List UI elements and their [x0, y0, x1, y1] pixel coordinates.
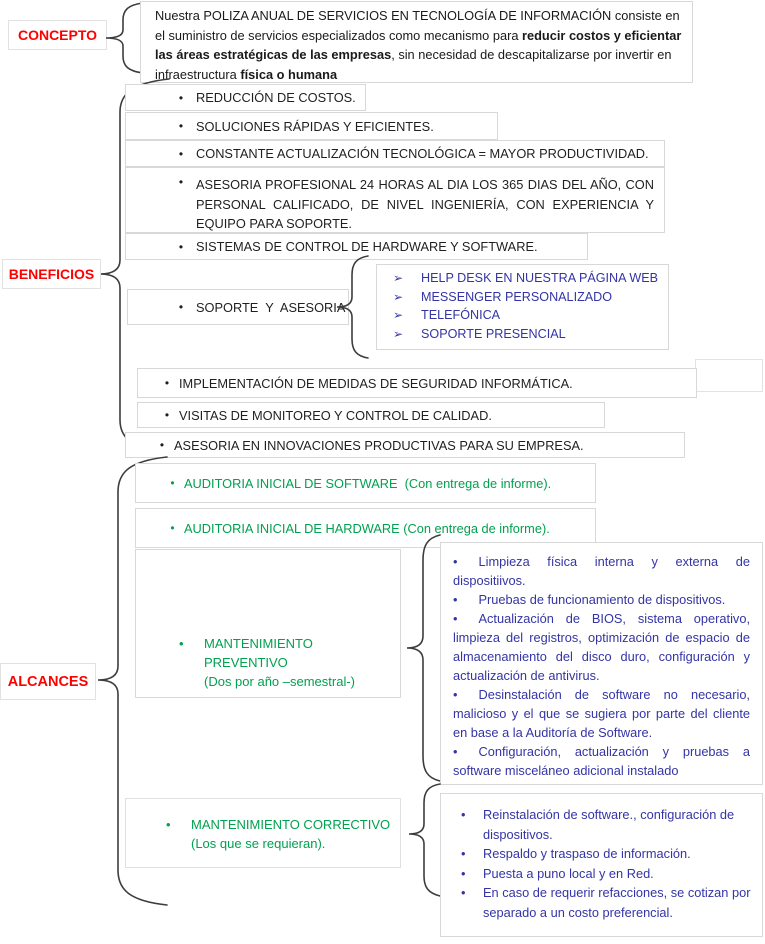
- channel-row: [391, 325, 668, 344]
- bullet-icon: •: [461, 807, 466, 822]
- bullet-icon: •: [461, 885, 466, 900]
- bullet-icon: •: [179, 636, 184, 651]
- concepto-text-part: Nuestra POLIZA ANUAL DE SERVICIOS EN TECNOLOGÍA DE INFORMACIÓN consiste en el suministro de servicios especializados como mecanismo para: [155, 8, 680, 43]
- bullet-icon: •: [170, 476, 175, 490]
- bullet-icon: •: [453, 592, 458, 607]
- mantenimiento-preventivo-box: [135, 549, 401, 698]
- detail-text: Respaldo y traspaso de información.: [483, 846, 691, 861]
- channel-text: TELEFÓNICA: [421, 308, 501, 323]
- bullet-icon: •: [453, 554, 458, 569]
- concepto-brace: [103, 2, 145, 74]
- correctivo-details-box: [440, 793, 763, 937]
- concepto-text-bold: reducir costos y eficientar las áreas estratégicas de las empresas: [155, 27, 682, 62]
- bullet-icon: •: [170, 521, 175, 535]
- benefit-row-actualizacion: [125, 140, 665, 167]
- channel-text: SOPORTE PRESENCIAL: [421, 326, 566, 341]
- benefit-row-visitas: [137, 402, 605, 428]
- detail-text: Desinstalación de software no necesario, malicioso y el que se sugiera por parte del cliente en base a la Auditoría de Software.: [453, 687, 750, 740]
- benefit-row-soporte-asesoria: [127, 289, 349, 325]
- arrow-bullet-icon: ➢: [393, 326, 404, 341]
- benefit-text: REDUCCIÓN DE COSTOS.: [196, 90, 356, 105]
- auditoria-software-box: [135, 463, 596, 503]
- bullet-icon: •: [178, 300, 184, 314]
- channel-row: [391, 288, 668, 307]
- benefit-text: ASESORIA PROFESIONAL 24 HORAS AL DIA LOS 365 DIAS DEL AÑO, CON PERSONAL CALIFICADO, DE NIVEL INGENIERÍA, CON EXPERIENCIA Y EQUIPO PARA SOPORTE.: [196, 177, 654, 231]
- auditoria-software-text: AUDITORIA INICIAL DE SOFTWARE (Con entrega de informe).: [184, 475, 552, 491]
- benefit-text: CONSTANTE ACTUALIZACIÓN TECNOLÓGICA = MAYOR PRODUCTIVIDAD.: [196, 146, 649, 161]
- bullet-icon: •: [164, 408, 170, 422]
- detail-item: [455, 805, 754, 844]
- benefit-row-seguridad: [137, 368, 697, 398]
- detail-item: [453, 590, 750, 609]
- alcances-label: ALCANCES: [7, 673, 89, 690]
- bullet-icon: •: [164, 376, 170, 390]
- mantenimiento-correctivo-box: [125, 798, 401, 868]
- detail-item: [455, 883, 754, 922]
- channel-text: HELP DESK EN NUESTRA PÁGINA WEB: [421, 271, 659, 286]
- beneficios-label: BENEFICIOS: [8, 266, 95, 282]
- concepto-label: CONCEPTO: [17, 27, 98, 43]
- channel-row: [391, 306, 668, 325]
- detail-item: [455, 864, 754, 884]
- concepto-text-part: , sin necesidad de descapitalizarse por invertir en infraestructura: [155, 47, 672, 82]
- correctivo-brace: [406, 783, 442, 897]
- detail-text: Pruebas de funcionamiento de dispositivos.: [478, 592, 726, 607]
- channel-row: [391, 269, 668, 288]
- detail-item: [453, 685, 750, 742]
- benefit-text: VISITAS DE MONITOREO Y CONTROL DE CALIDAD.: [179, 407, 492, 423]
- detail-item: [453, 552, 750, 590]
- bullet-icon: •: [453, 611, 458, 626]
- detail-text: Actualización de BIOS, sistema operativo, limpieza del registros, optimización de espacio de almacenamiento del disco duro, configuración y actualización de antivirus.: [453, 611, 750, 683]
- arrow-bullet-icon: ➢: [393, 271, 404, 286]
- bullet-icon: •: [159, 438, 165, 452]
- correctivo-subtitle: (Los que se requieran).: [191, 836, 326, 851]
- auditoria-hardware-text: AUDITORIA INICIAL DE HARDWARE (Con entrega de informe).: [184, 520, 550, 536]
- concepto-text-bold: física o humana: [240, 66, 338, 82]
- empty-box: [695, 359, 763, 392]
- bullet-icon: •: [178, 146, 184, 161]
- preventivo-details-box: [440, 542, 763, 785]
- bullet-icon: •: [178, 239, 184, 254]
- benefit-row-asesoria-profesional: [125, 167, 665, 233]
- detail-item: [453, 742, 750, 780]
- detail-text: En caso de requerir refacciones, se cotizan por separado a un costo preferencial.: [483, 885, 751, 920]
- concepto-label-box: [8, 20, 107, 50]
- soporte-channels-box: [376, 264, 669, 350]
- bullet-icon: •: [453, 687, 458, 702]
- alcances-label-box: [0, 663, 96, 700]
- bullet-icon: •: [461, 846, 466, 861]
- detail-text: Reinstalación de software., configuración de dispositivos.: [483, 807, 735, 842]
- benefit-text: SOLUCIONES RÁPIDAS Y EFICIENTES.: [196, 118, 434, 134]
- bullet-icon: •: [453, 744, 458, 759]
- arrow-bullet-icon: ➢: [393, 289, 404, 304]
- bullet-icon: •: [178, 175, 184, 189]
- channel-text: MESSENGER PERSONALIZADO: [421, 289, 613, 304]
- preventivo-title: MANTENIMIENTO PREVENTIVO: [204, 636, 313, 670]
- detail-text: Limpieza física interna y externa de dispositiivos.: [453, 554, 750, 588]
- arrow-bullet-icon: ➢: [393, 308, 404, 323]
- benefit-text: SOPORTE Y ASESORIA: [196, 299, 346, 315]
- bullet-icon: •: [178, 90, 184, 105]
- beneficios-label-box: [2, 259, 101, 289]
- benefit-row-reduccion: [125, 84, 366, 111]
- bullet-icon: •: [178, 119, 184, 133]
- benefit-text: SISTEMAS DE CONTROL DE HARDWARE Y SOFTWARE.: [196, 239, 538, 254]
- preventivo-brace: [404, 534, 442, 782]
- detail-item: [453, 609, 750, 685]
- correctivo-item: [166, 815, 390, 853]
- benefit-text: ASESORIA EN INNOVACIONES PRODUCTIVAS PARA SU EMPRESA.: [174, 437, 584, 453]
- preventivo-subtitle: (Dos por año –semestral-): [204, 674, 355, 689]
- bullet-icon: •: [166, 817, 171, 832]
- benefit-row-innovaciones: [125, 432, 685, 458]
- detail-item: [455, 844, 754, 864]
- concepto-text-box: [140, 1, 693, 83]
- benefit-text: IMPLEMENTACIÓN DE MEDIDAS DE SEGURIDAD INFORMÁTICA.: [179, 375, 573, 391]
- soporte-brace: [334, 255, 370, 359]
- preventivo-item: [179, 634, 400, 691]
- bullet-icon: •: [461, 865, 466, 881]
- benefit-row-soluciones: [125, 112, 498, 140]
- detail-text: Puesta a puno local y en Red.: [483, 865, 654, 881]
- correctivo-title: MANTENIMIENTO CORRECTIVO: [191, 817, 391, 832]
- detail-text: Configuración, actualización y pruebas a software misceláneo adicional instalado: [453, 744, 750, 778]
